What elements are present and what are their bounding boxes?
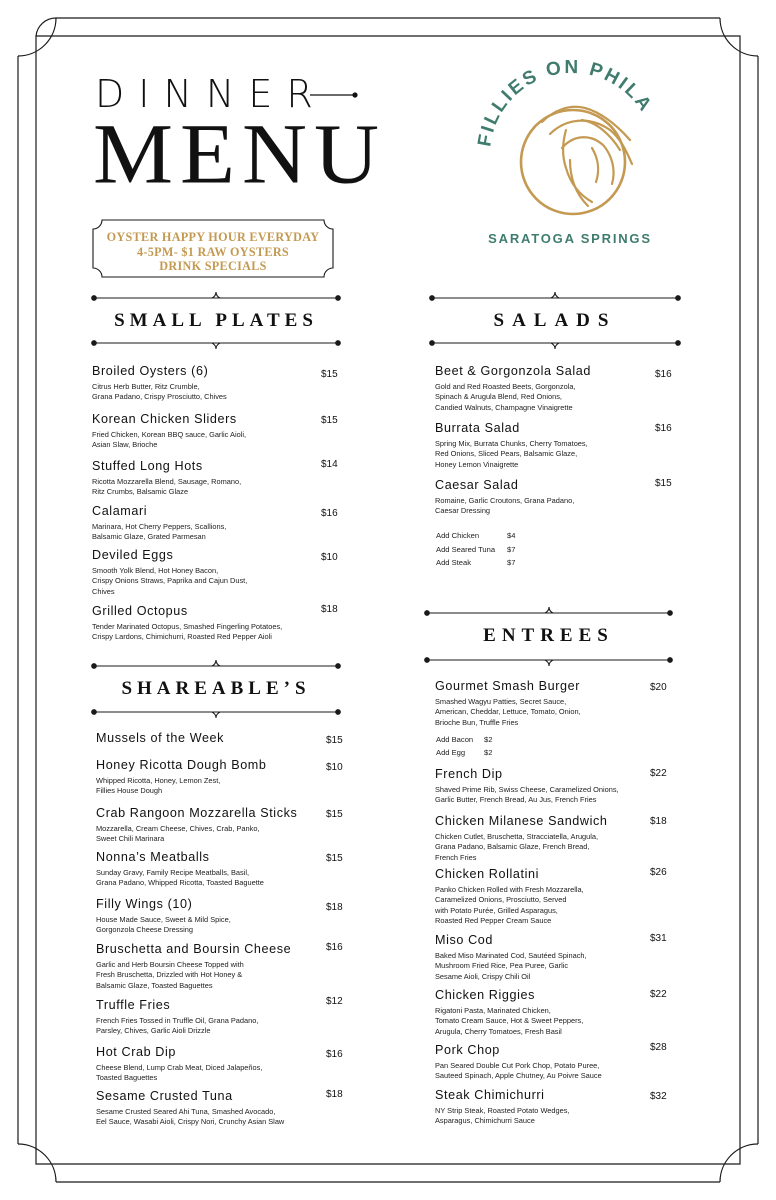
menu-item-name: Beet & Gorgonzola Salad [435, 364, 591, 378]
menu-item-price: $18 [650, 816, 667, 827]
menu-item-price: $16 [655, 369, 672, 380]
menu-item [96, 731, 224, 745]
menu-item-name: Chicken Riggies [435, 988, 535, 1002]
menu-item-name: Filly Wings (10) [96, 897, 193, 911]
menu-item [435, 364, 591, 413]
happy-hour-line-2: 4-5PM- $1 RAW OYSTERS [137, 244, 289, 259]
menu-item-description: Gold and Red Roasted Beets, Gorgonzola, Spinach & Arugula Blend, Red Onions, Candied Walnuts, Champagne Vinaigrette [435, 382, 576, 412]
menu-item-description: Cheese Blend, Lump Crab Meat, Diced Jalapeños, Toasted Baguettes [96, 1063, 263, 1083]
menu-item-name: Truffle Fries [96, 998, 171, 1012]
menu-heading: MENU [93, 107, 386, 202]
salad-addon-price: $7 [507, 545, 516, 554]
menu-item [435, 478, 574, 517]
menu-item-price: $22 [650, 989, 667, 1000]
menu-item-price: $10 [326, 762, 343, 773]
menu-item-name: Burrata Salad [435, 421, 520, 435]
menu-item [96, 758, 267, 797]
menu-item-price: $20 [650, 682, 667, 693]
menu-item [435, 814, 608, 863]
menu-item [96, 1089, 284, 1128]
menu-item [435, 767, 619, 806]
menu-item-description: Spring Mix, Burrata Chunks, Cherry Tomatoes, Red Onions, Sliced Pears, Balsamic Glaze, Honey Lemon Vinaigrette [435, 439, 588, 469]
menu-item-name: Gourmet Smash Burger [435, 679, 580, 693]
menu-item [96, 850, 264, 889]
menu-item-description: Citrus Herb Butter, Ritz Crumble, Grana Padano, Crispy Prosciutto, Chives [92, 382, 227, 402]
salad-addon-price: $4 [507, 531, 516, 540]
entree-addon-price: $2 [484, 748, 493, 757]
menu-item [96, 1045, 262, 1084]
menu-item-price: $15 [326, 809, 343, 820]
menu-item [435, 867, 584, 926]
menu-item-price: $15 [326, 735, 343, 746]
menu-item-description: Whipped Ricotta, Honey, Lemon Zest, Fillies House Dough [96, 776, 221, 796]
menu-item-name: Steak Chimichurri [435, 1088, 545, 1102]
menu-item-description: Chicken Cutlet, Bruschetta, Stracciatella, Arugula, Grana Padano, Balsamic Glaze, French Bread, French Fries [435, 832, 599, 862]
logo-subtitle: SARATOGA SPRINGS [488, 231, 652, 246]
menu-item-name: Grilled Octopus [92, 604, 188, 618]
menu-item-name: Miso Cod [435, 933, 493, 947]
menu-item-description: Pan Seared Double Cut Pork Chop, Potato Puree, Sauteed Spinach, Apple Chutney, Au Poivre Sauce [435, 1061, 602, 1081]
menu-item-description: Shaved Prime Rib, Swiss Cheese, Caramelized Onions, Garlic Butter, French Bread, Au Jus, French Fries [435, 785, 619, 805]
menu-item-price: $26 [650, 867, 667, 878]
menu-item [435, 679, 581, 728]
menu-item-description: Smashed Wagyu Patties, Secret Sauce, American, Cheddar, Lettuce, Tomato, Onion, Brioche Bun, Truffle Fries [435, 697, 581, 727]
menu-item-name: Nonna’s Meatballs [96, 850, 210, 864]
menu-item-name: Stuffed Long Hots [92, 459, 203, 473]
menu-item-name: Honey Ricotta Dough Bomb [96, 758, 267, 772]
menu-item [96, 998, 258, 1037]
menu-item-price: $18 [321, 604, 338, 615]
menu-item-price: $14 [321, 459, 338, 470]
salad-addon-label: Add Chicken [436, 531, 480, 540]
menu-item-price: $32 [650, 1091, 667, 1102]
menu-item-name: French Dip [435, 767, 503, 781]
menu-item-name: Chicken Milanese Sandwich [435, 814, 608, 828]
menu-item-description: Baked Miso Marinated Cod, Sautéed Spinach, Mushroom Fried Rice, Pea Puree, Garlic Sesame Aioli, Crispy Chili Oil [435, 951, 587, 981]
menu-item-name: Mussels of the Week [96, 731, 225, 745]
menu-item-price: $28 [650, 1042, 667, 1053]
salad-addon-price: $7 [507, 558, 516, 567]
menu-item-description: Smooth Yolk Blend, Hot Honey Bacon, Crispy Onions Straws, Paprika and Cajun Dust, Chives [92, 566, 248, 596]
entree-addon-price: $2 [484, 735, 493, 744]
logo-arc-text: FILLIES ON PHILA [474, 60, 657, 149]
menu-item-name: Korean Chicken Sliders [92, 412, 237, 426]
menu-item-description: Sunday Gravy, Family Recipe Meatballs, Basil, Grana Padano, Whipped Ricotta, Toasted Baguette [96, 868, 264, 888]
menu-item-name: Bruschetta and Boursin Cheese [96, 942, 292, 956]
menu-item-price: $12 [326, 996, 343, 1007]
happy-hour-line-1: OYSTER HAPPY HOUR EVERYDAY [106, 230, 320, 244]
menu-item-name: Chicken Rollatini [435, 867, 539, 881]
happy-hour-line-3: DRINK SPECIALS [159, 259, 267, 273]
menu-item [92, 504, 226, 543]
menu-item-name: Deviled Eggs [92, 548, 174, 562]
menu-item-price: $16 [326, 1049, 343, 1060]
menu-item-price: $15 [326, 853, 343, 864]
menu-item-price: $15 [321, 369, 338, 380]
menu-item-description: Rigatoni Pasta, Marinated Chicken, Tomato Cream Sauce, Hot & Sweet Peppers, Arugula, Cherry Tomatoes, Fresh Basil [435, 1006, 584, 1036]
salad-addon-label: Add Seared Tuna [436, 545, 496, 554]
menu-item-description: Garlic and Herb Boursin Cheese Topped with Fresh Bruschetta, Drizzled with Hot Honey & Balsamic Glaze, Toasted Baguettes [96, 960, 244, 990]
menu-item-price: $16 [321, 508, 338, 519]
menu-item [435, 1088, 569, 1127]
dinner-heading: DINNER [95, 72, 327, 116]
menu-item-description: French Fries Tossed in Truffle Oil, Grana Padano, Parsley, Chives, Garlic Aioli Drizzle [96, 1016, 259, 1036]
section-title-shareables: SHAREABLE’S [121, 678, 311, 699]
menu-item-price: $15 [321, 415, 338, 426]
menu-item [96, 806, 297, 845]
menu-item-name: Broiled Oysters (6) [92, 364, 209, 378]
menu-item-description: Mozzarella, Cream Cheese, Chives, Crab, Panko, Sweet Chili Marinara [96, 824, 260, 844]
menu-item-price: $31 [650, 933, 667, 944]
menu-item [92, 459, 241, 498]
menu-item-description: Ricotta Mozzarella Blend, Sausage, Romano, Ritz Crumbs, Balsamic Glaze [92, 477, 242, 497]
section-title-entrees: ENTREES [483, 625, 614, 646]
entree-addon-label: Add Bacon [436, 735, 474, 744]
menu-item [435, 1043, 602, 1082]
entree-addon-label: Add Egg [436, 748, 466, 757]
menu-item-description: House Made Sauce, Sweet & Mild Spice, Gorgonzola Cheese Dressing [96, 915, 231, 935]
menu-item-description: Sesame Crusted Seared Ahi Tuna, Smashed Avocado, Eel Sauce, Wasabi Aioli, Crispy Nori, Crunchy Asian Slaw [96, 1107, 285, 1127]
menu-item-description: Tender Marinated Octopus, Smashed Fingerling Potatoes, Crispy Lardons, Chimichurri, Roasted Red Pepper Aioli [92, 622, 283, 642]
menu-item [92, 548, 247, 597]
menu-item-price: $15 [655, 478, 672, 489]
menu-item-description: Marinara, Hot Cherry Peppers, Scallions, Balsamic Glaze, Grated Parmesan [92, 522, 227, 542]
menu-item-description: Fried Chicken, Korean BBQ sauce, Garlic Aioli, Asian Slaw, Brioche [92, 430, 247, 450]
section-title-small-plates: SMALL PLATES [114, 310, 318, 331]
menu-item-price: $10 [321, 552, 338, 563]
menu-item-name: Crab Rangoon Mozzarella Sticks [96, 806, 298, 820]
menu-item-price: $18 [326, 1089, 343, 1100]
menu-item-price: $22 [650, 768, 667, 779]
menu-item-name: Pork Chop [435, 1043, 500, 1057]
menu-item-name: Hot Crab Dip [96, 1045, 176, 1059]
menu-item-price: $16 [655, 423, 672, 434]
menu-item [92, 604, 282, 643]
menu-item [92, 412, 246, 451]
menu-item-description: Panko Chicken Rolled with Fresh Mozzarella, Caramelized Onions, Prosciutto, Served with Potato Purée, Grilled Asparagus, Roasted Red Pepper Cream Sauce [435, 885, 584, 925]
menu-item-name: Sesame Crusted Tuna [96, 1089, 233, 1103]
menu-item-name: Calamari [92, 504, 148, 518]
menu-item-name: Caesar Salad [435, 478, 519, 492]
menu-item [435, 421, 588, 470]
menu-item-price: $16 [326, 942, 343, 953]
menu-item-description: NY Strip Steak, Roasted Potato Wedges, Asparagus, Chimichurri Sauce [435, 1106, 570, 1126]
menu-item [96, 897, 231, 936]
salad-addon-label: Add Steak [436, 558, 472, 567]
menu-item-price: $18 [326, 902, 343, 913]
section-title-salads: SALADS [493, 310, 617, 331]
menu-item [96, 942, 291, 991]
menu-item [435, 988, 583, 1037]
menu-item [92, 364, 227, 403]
menu-item [435, 933, 587, 982]
menu-item-description: Romaine, Garlic Croutons, Grana Padano, Caesar Dressing [435, 496, 575, 516]
